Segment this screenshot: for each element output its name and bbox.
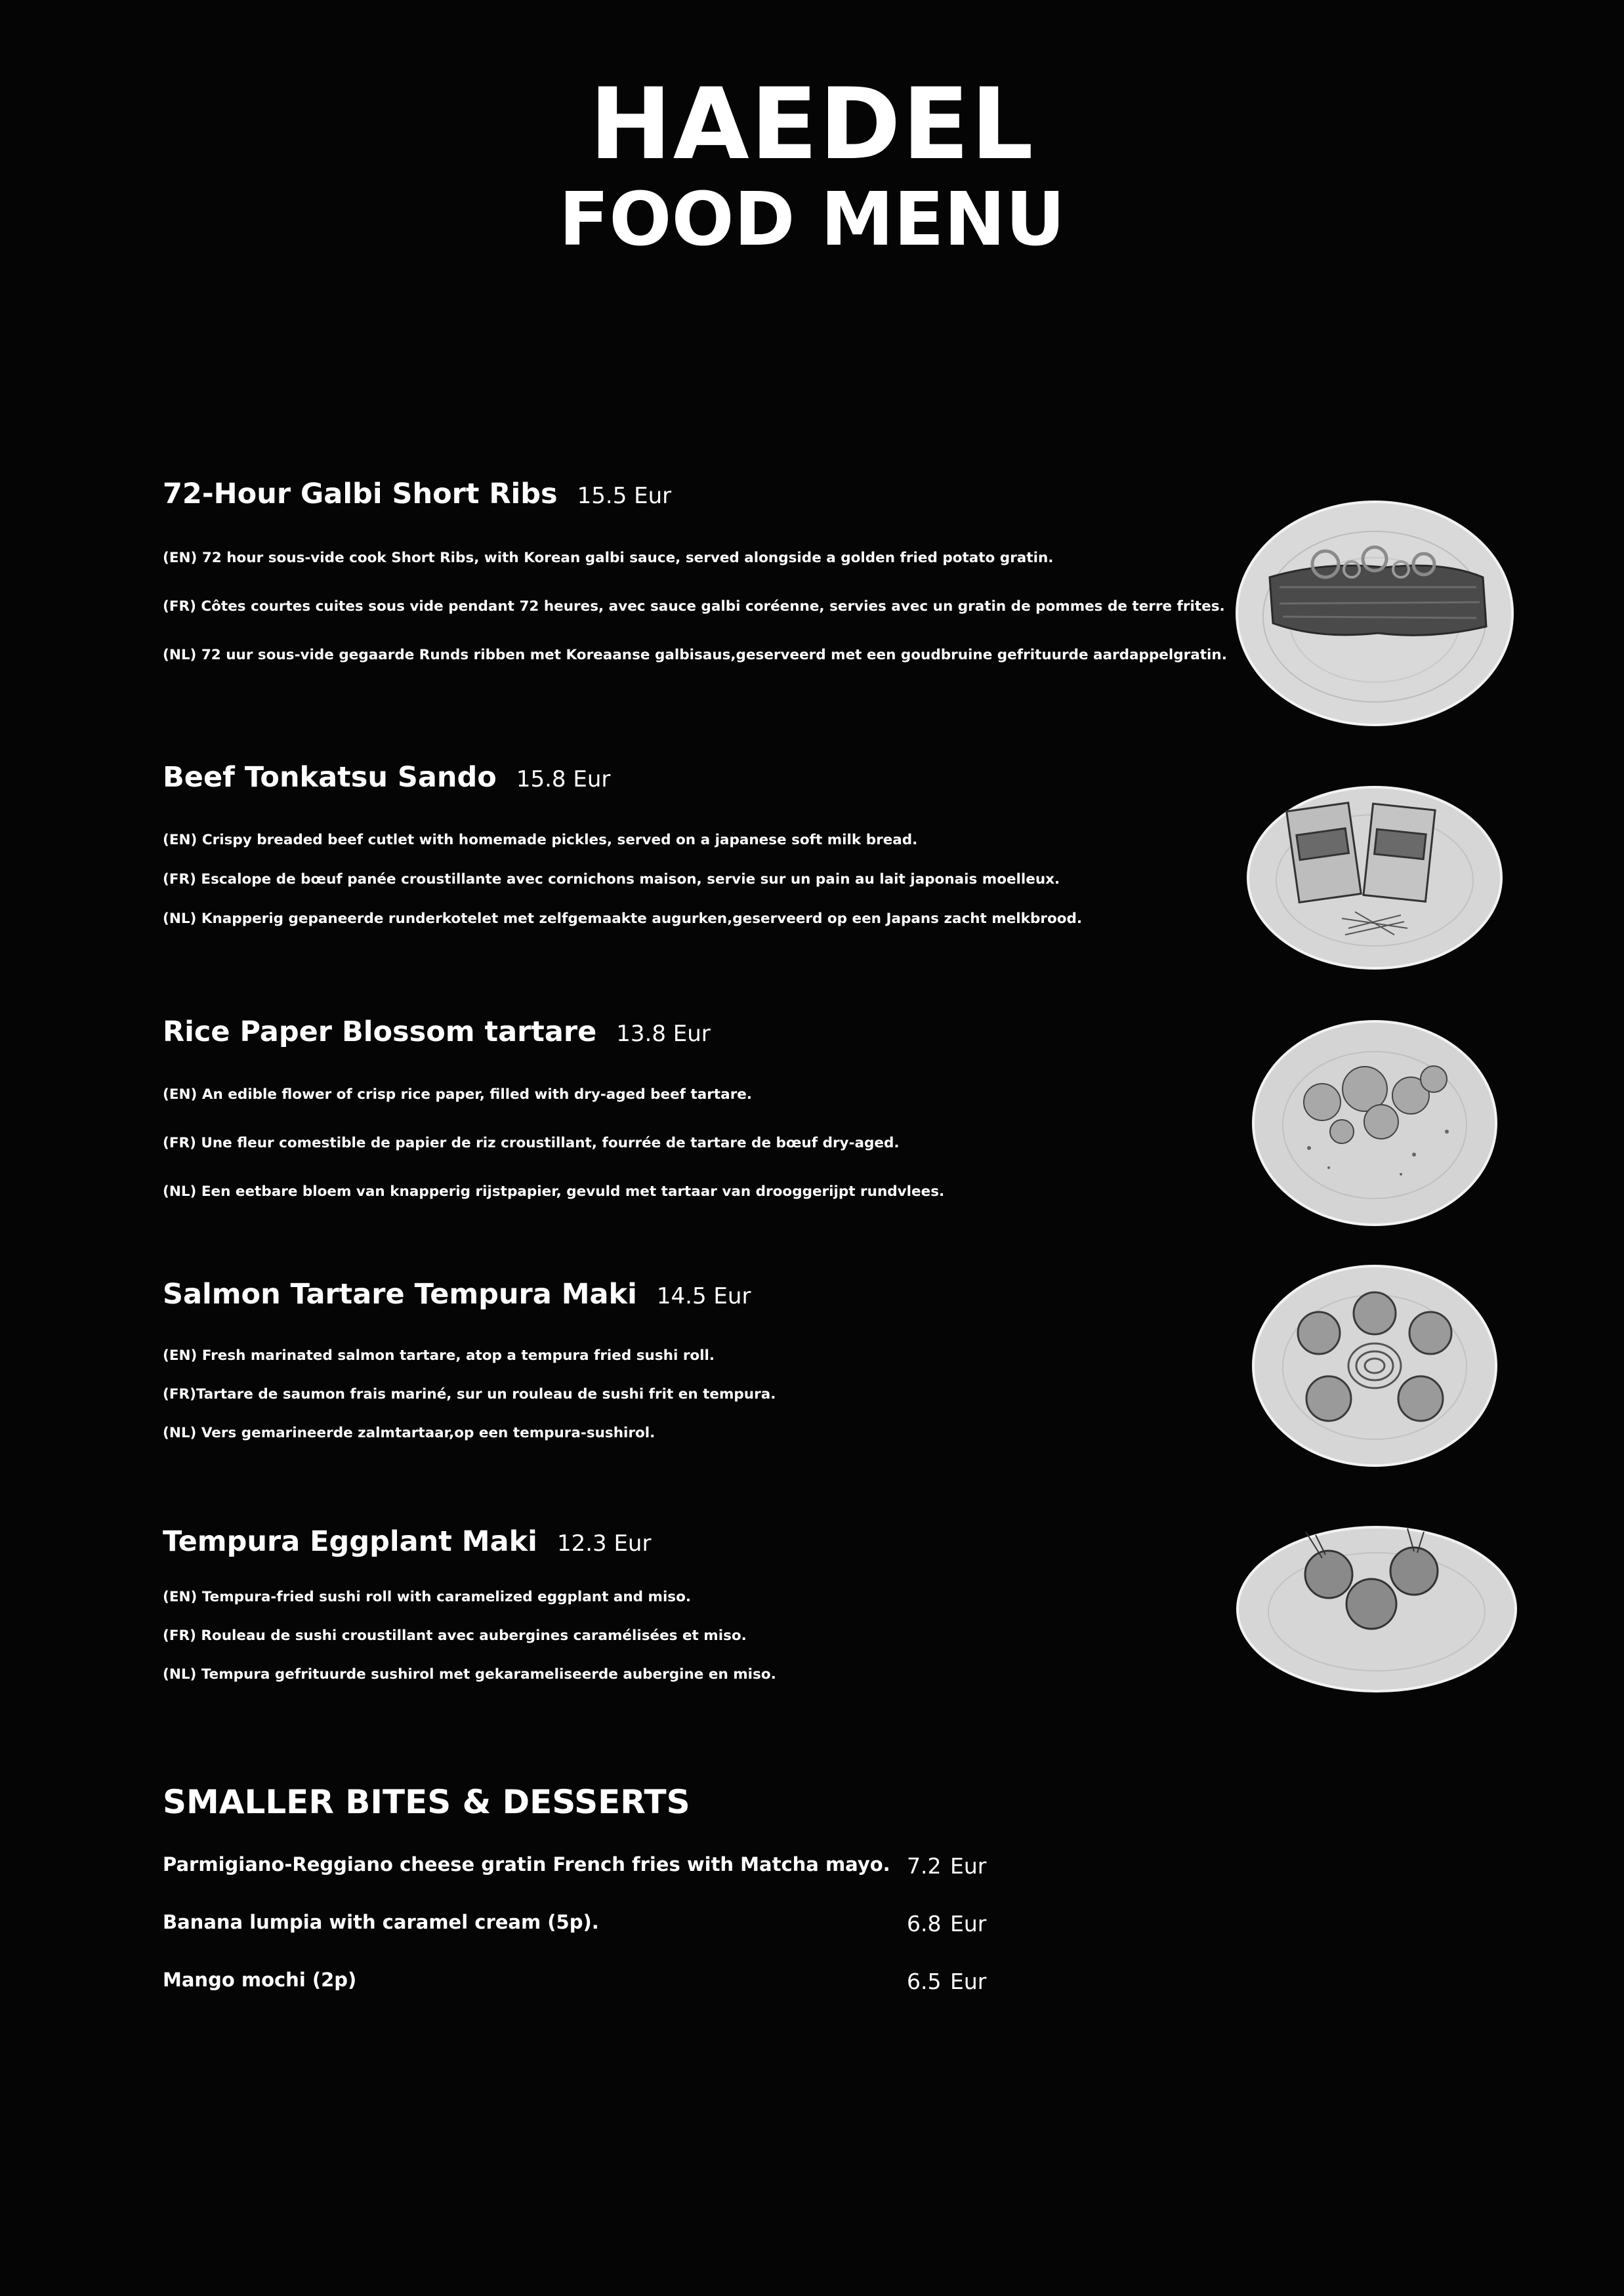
dish-name: 72-Hour Galbi Short Ribs (163, 478, 558, 510)
bite-item (163, 1853, 1016, 1886)
dish-tempura-eggplant-maki (163, 1525, 1213, 1709)
bite-item (163, 1911, 1016, 1944)
short-ribs-plate-image (1234, 499, 1516, 728)
dish-price: 15.5 Eur (577, 483, 672, 509)
dish-name: Salmon Tartare Tempura Maki (163, 1278, 637, 1311)
smaller-bites-title: SMALLER BITES & DESSERTS (163, 1783, 690, 1821)
eggplant-maki-plate-image (1234, 1506, 1519, 1696)
dish-desc-nl: (NL) Tempura gefrituurde sushirol met gekarameliseerde aubergine en miso. (163, 1666, 776, 1683)
dish-desc-en: (EN) Tempura-fried sushi roll with caramelized eggplant and miso. (163, 1589, 692, 1605)
dish-price: 13.8 Eur (616, 1021, 711, 1047)
bite-currency: Eur (950, 1911, 987, 1937)
dish-beef-tonkatsu-sando (163, 761, 1213, 945)
dish-name: Rice Paper Blossom tartare (163, 1015, 597, 1048)
dish-desc-fr: (FR) Côtes courtes cuites sous vide pendant 72 heures, avec sauce galbi coréenne, servies avec un gratin de pommes de terre frites. (163, 598, 1225, 615)
dish-desc-nl: (NL) Vers gemarineerde zalmtartaar,op een tempura-sushirol. (163, 1425, 656, 1441)
sando-plate-image (1243, 781, 1506, 971)
salmon-maki-plate-image (1250, 1261, 1499, 1467)
dish-desc-nl: (NL) Een eetbare bloem van knapperig rijstpapier, gevuld met tartaar van drooggerijpt rundvlees. (163, 1183, 945, 1200)
bite-price: 7.2 (907, 1853, 942, 1879)
bite-name: Parmigiano-Reggiano cheese gratin French fries with Matcha mayo. (163, 1853, 890, 1876)
dish-rice-paper-blossom-tartare (163, 1015, 1213, 1212)
dish-desc-fr: (FR)Tartare de saumon frais mariné, sur un rouleau de sushi frit en tempura. (163, 1386, 776, 1403)
dish-galbi-short-ribs (163, 478, 1227, 674)
menu-header (0, 68, 1624, 262)
dish-desc-en: (EN) An edible flower of crisp rice paper, filled with dry-aged beef tartare. (163, 1086, 753, 1103)
dish-price: 14.5 Eur (656, 1283, 751, 1309)
bite-currency: Eur (950, 1853, 987, 1879)
dish-desc-fr: (FR) Escalope de bœuf panée croustillante avec cornichons maison, servie sur un pain au lait japonais moelleux. (163, 871, 1060, 888)
bite-currency: Eur (950, 1969, 987, 1994)
dish-price: 15.8 Eur (516, 766, 611, 792)
bite-price: 6.5 (907, 1969, 942, 1994)
bite-name: Mango mochi (2p) (163, 1969, 357, 1991)
dish-name: Beef Tonkatsu Sando (163, 761, 497, 794)
menu-title: FOOD MENU (558, 177, 1066, 262)
dish-desc-nl: (NL) Knapperig gepaneerde runderkotelet met zelfgemaakte augurken,geserveerd op een Japans zacht melkbrood. (163, 911, 1083, 927)
dish-desc-en: (EN) 72 hour sous-vide cook Short Ribs, with Korean galbi sauce, served alongside a golden fried potato gratin. (163, 550, 1054, 566)
dish-desc-nl: (NL) 72 uur sous-vide gegaarde Runds ribben met Koreaanse galbisaus,geserveerd met een goudbruine gefrituurde aardappelgratin. (163, 647, 1227, 663)
bite-name: Banana lumpia with caramel cream (5p). (163, 1911, 599, 1933)
dish-price: 12.3 Eur (556, 1530, 652, 1557)
restaurant-name: HAEDEL (589, 68, 1035, 182)
bite-price: 6.8 (907, 1911, 942, 1937)
dish-name: Tempura Eggplant Maki (163, 1525, 537, 1558)
dish-desc-fr: (FR) Une fleur comestible de papier de riz croustillant, fourrée de tartare de bœuf dry-aged. (163, 1135, 900, 1151)
tartare-plate-image (1250, 1017, 1499, 1227)
dish-desc-en: (EN) Fresh marinated salmon tartare, atop a tempura fried sushi roll. (163, 1347, 715, 1364)
bite-item (163, 1969, 1016, 2001)
dish-desc-fr: (FR) Rouleau de sushi croustillant avec aubergines caramélisées et miso. (163, 1628, 747, 1644)
dish-salmon-tartare-tempura-maki (163, 1278, 1213, 1462)
dish-desc-en: (EN) Crispy breaded beef cutlet with homemade pickles, served on a japanese soft milk bread. (163, 832, 918, 848)
